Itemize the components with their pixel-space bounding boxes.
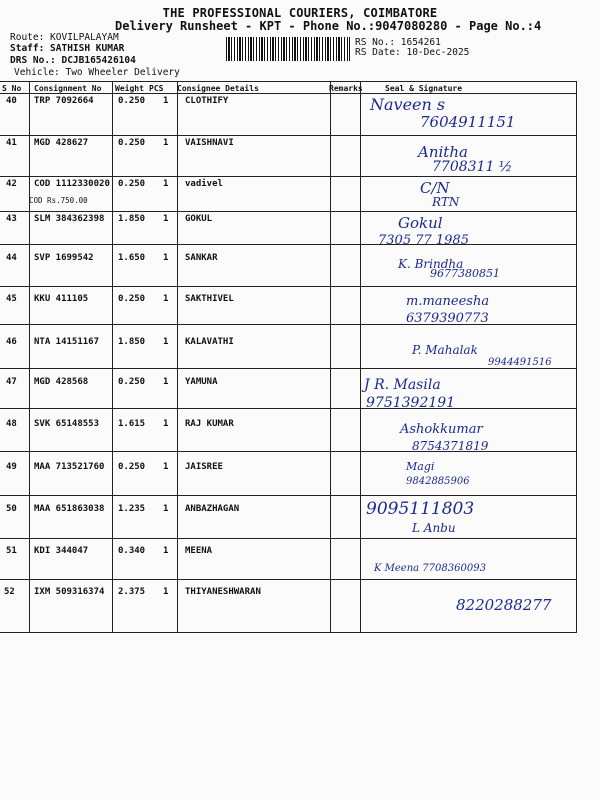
signature: J R. Masila	[364, 377, 441, 393]
signature-phone: 7708311 ½	[432, 159, 513, 175]
rs-date: RS Date: 10-Dec-2025	[355, 47, 470, 58]
row-consignee: JAISREE	[185, 462, 223, 472]
row-weight: 0.250	[118, 96, 146, 106]
row-weight: 0.250	[118, 179, 146, 189]
row-consignment: NTA 14151167	[34, 337, 100, 347]
row-pcs: 1	[163, 504, 169, 514]
signature-phone: 9944491516	[488, 357, 552, 368]
signature-remark: RTN	[432, 195, 460, 209]
row-sno: 51	[6, 546, 17, 556]
row-sno: 49	[6, 462, 17, 472]
signature-phone: 8220288277	[456, 596, 552, 614]
table-rule	[0, 368, 576, 369]
row-pcs: 1	[163, 419, 169, 429]
row-sno: 43	[6, 214, 17, 224]
signature: Naveen s	[370, 95, 446, 114]
row-consignment: SVK 65148553	[34, 419, 100, 429]
signature-phone: 9751392191	[366, 395, 456, 411]
row-weight: 1.615	[118, 419, 146, 429]
row-pcs: 1	[163, 179, 169, 189]
company-title: THE PROFESSIONAL COURIERS, COIMBATORE	[162, 6, 438, 20]
signature: Magi	[406, 460, 435, 473]
row-consignment: MGD 428568	[34, 377, 89, 387]
row-consignee: YAMUNA	[185, 377, 218, 387]
row-pcs: 1	[163, 138, 169, 148]
col-header-remarks: Remarks	[329, 84, 363, 93]
col-header-pcs: PCS	[149, 84, 164, 93]
row-consignment: SLM 384362398	[34, 214, 105, 224]
staff-label: Staff: SATHISH KUMAR	[10, 43, 125, 54]
table-rule	[0, 211, 576, 212]
row-consignee: ANBAZHAGAN	[185, 504, 240, 514]
row-consignment: KKU 411105	[34, 294, 89, 304]
table-rule	[0, 495, 576, 496]
signature: K Meena 7708360093	[374, 563, 486, 574]
signature: C/N	[420, 179, 450, 197]
row-sno: 41	[6, 138, 17, 148]
signature-phone: 8754371819	[412, 439, 489, 453]
drs-number: DRS No.: DCJB165426104	[10, 55, 136, 66]
barcode	[226, 37, 350, 61]
col-header-consignment: Consignment No	[34, 84, 102, 93]
row-weight: 0.340	[118, 546, 146, 556]
col-header-weight: Weight	[115, 84, 144, 93]
signature-phone: 9842885906	[406, 476, 470, 487]
row-weight: 1.850	[118, 337, 146, 347]
row-pcs: 1	[163, 96, 169, 106]
row-sno: 48	[6, 419, 17, 429]
row-consignee: GOKUL	[185, 214, 213, 224]
row-consignee: CLOTHIFY	[185, 96, 229, 106]
route-label: Route: KOVILPALAYAM	[10, 32, 119, 43]
row-consignee: SANKAR	[185, 253, 218, 263]
row-weight: 2.375	[118, 587, 146, 597]
row-pcs: 1	[163, 294, 169, 304]
table-rule	[0, 81, 576, 82]
rs-number: RS No.: 1654261	[355, 37, 441, 48]
row-weight: 1.235	[118, 504, 146, 514]
table-rule	[330, 81, 331, 632]
table-rule	[0, 579, 576, 580]
row-consignee: THIYANESHWARAN	[185, 587, 261, 597]
col-header-sno: S No	[2, 84, 22, 93]
row-sno: 40	[6, 96, 17, 106]
signature-phone: 7604911151	[420, 113, 516, 131]
row-consignment: KDI 344047	[34, 546, 89, 556]
table-rule	[177, 81, 178, 632]
cod-amount-note: COD Rs.750.00	[29, 196, 88, 205]
signature: Gokul	[398, 214, 443, 232]
row-weight: 1.650	[118, 253, 146, 263]
row-consignment: IXM 509316374	[34, 587, 105, 597]
row-pcs: 1	[163, 337, 169, 347]
signature: K. Brindha	[398, 257, 464, 271]
row-pcs: 1	[163, 253, 169, 263]
row-consignment: TRP 7092664	[34, 96, 94, 106]
row-sno: 44	[6, 253, 17, 263]
signature: P. Mahalak	[412, 343, 478, 357]
row-sno: 45	[6, 294, 17, 304]
table-rule	[0, 176, 576, 177]
table-rule	[0, 135, 576, 136]
vehicle-label: Vehicle: Two Wheeler Delivery	[14, 67, 180, 78]
row-consignment: MGD 428627	[34, 138, 89, 148]
row-consignment: COD 1112330020	[34, 179, 110, 189]
row-consignee: RAJ KUMAR	[185, 419, 234, 429]
table-rule	[112, 81, 113, 632]
row-consignment: SVP 1699542	[34, 253, 94, 263]
col-header-consignee: Consignee Details	[177, 84, 259, 93]
row-pcs: 1	[163, 462, 169, 472]
row-consignee: MEENA	[185, 546, 213, 556]
row-weight: 0.250	[118, 462, 146, 472]
signature: Anitha	[418, 143, 468, 161]
row-weight: 1.850	[118, 214, 146, 224]
runsheet-table	[0, 81, 577, 633]
row-sno: 50	[6, 504, 17, 514]
runsheet-subtitle: Delivery Runsheet - KPT - Phone No.:9047080280 - Page No.:4	[115, 19, 542, 33]
signature-phone: 6379390773	[406, 311, 489, 326]
signature: Ashokkumar	[400, 422, 483, 437]
row-pcs: 1	[163, 546, 169, 556]
row-consignee: vadivel	[185, 179, 223, 189]
row-consignee: SAKTHIVEL	[185, 294, 234, 304]
signature-phone: 9095111803	[366, 499, 475, 519]
row-consignment: MAA 713521760	[34, 462, 105, 472]
signature: L Anbu	[412, 521, 456, 535]
row-sno: 46	[6, 337, 17, 347]
row-consignment: MAA 651863038	[34, 504, 105, 514]
table-rule	[0, 93, 576, 94]
row-pcs: 1	[163, 214, 169, 224]
signature-phone: 9677380851	[430, 267, 500, 280]
signature-phone: 7305 77 1985	[378, 233, 469, 248]
row-weight: 0.250	[118, 377, 146, 387]
row-sno: 47	[6, 377, 17, 387]
row-sno: 42	[6, 179, 17, 189]
row-consignee: KALAVATHI	[185, 337, 234, 347]
col-header-seal: Seal & Signature	[385, 84, 463, 93]
table-rule	[0, 286, 576, 287]
row-pcs: 1	[163, 587, 169, 597]
table-rule	[0, 538, 576, 539]
row-weight: 0.250	[118, 294, 146, 304]
row-pcs: 1	[163, 377, 169, 387]
row-weight: 0.250	[118, 138, 146, 148]
table-rule	[29, 81, 30, 632]
signature: m.maneesha	[406, 294, 490, 309]
row-consignee: VAISHNAVI	[185, 138, 234, 148]
row-sno: 52	[4, 587, 15, 597]
